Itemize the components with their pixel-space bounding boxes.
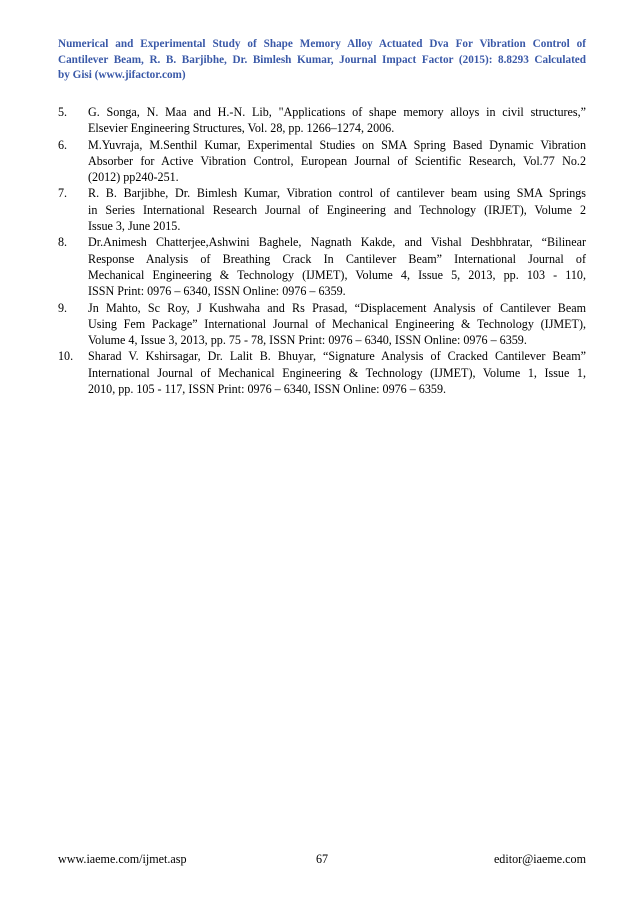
reference-line: Volume 4, Issue 3, 2013, pp. 75 - 78, ISSN Print: 0976 – 6340, ISSN Online: 0976 – 6359. [88, 333, 527, 348]
reference-number: 10. [58, 349, 74, 364]
reference-text [88, 185, 586, 234]
reference-text [88, 300, 586, 349]
reference-line: M.Yuvraja, M.Senthil Kumar, Experimental Studies on SMA Spring Based Dynamic Vibration [88, 137, 586, 152]
reference-item [58, 185, 586, 234]
reference-line: ISSN Print: 0976 – 6340, ISSN Online: 0976 – 6359. [88, 284, 346, 299]
reference-list [58, 104, 586, 397]
reference-line: Jn Mahto, Sc Roy, J Kushwaha and Rs Prasad, “Displacement Analysis of Cantilever Beam [88, 300, 586, 315]
reference-number: 8. [58, 235, 68, 250]
reference-item [58, 104, 586, 137]
reference-line: G. Songa, N. Maa and H.-N. Lib, "Applications of shape memory alloys in civil structures,” [88, 105, 586, 119]
reference-item [58, 348, 586, 397]
reference-item [58, 300, 586, 349]
page-footer [58, 851, 586, 867]
reference-line: in Series International Research Journal of Engineering and Technology (IRJET), Volume 2 [88, 202, 586, 217]
reference-text [88, 234, 586, 299]
reference-number: 5. [58, 105, 68, 119]
reference-text [88, 104, 586, 137]
reference-line: Response Analysis of Breathing Crack In Cantilever Beam” International Journal of [88, 251, 586, 266]
reference-line: R. B. Barjibhe, Dr. Bimlesh Kumar, Vibration control of cantilever beam using SMA Springs [88, 186, 586, 201]
reference-line: Absorber for Active Vibration Control, European Journal of Scientific Research, Vol.77 No.2 [88, 153, 586, 168]
reference-text [88, 137, 586, 186]
footer-website-link[interactable]: www.iaeme.com/ijmet.asp [58, 852, 187, 866]
page-number: 67 [315, 852, 329, 866]
reference-number: 6. [58, 137, 68, 152]
running-header-line: Cantilever Beam, R. B. Barjibhe, Dr. Bimlesh Kumar, Journal Impact Factor (2015): 8.8293 Calculated [58, 53, 586, 66]
reference-line: (2012) pp240-251. [88, 170, 179, 185]
footer-email-link[interactable]: editor@iaeme.com [493, 852, 586, 866]
reference-line: Sharad V. Kshirsagar, Dr. Lalit B. Bhuyar, “Signature Analysis of Cracked Cantilever Beam” [88, 349, 586, 364]
running-header [58, 37, 586, 84]
reference-line: Elsevier Engineering Structures, Vol. 28, pp. 1266–1274, 2006. [88, 121, 395, 136]
reference-line: Mechanical Engineering & Technology (IJMET), Volume 4, Issue 5, 2013, pp. 103 - 110, [88, 267, 586, 282]
running-header-line: Numerical and Experimental Study of Shape Memory Alloy Actuated Dva For Vibration Control of [58, 38, 586, 50]
reference-number: 7. [58, 186, 68, 201]
reference-item [58, 137, 586, 186]
reference-line: International Journal of Mechanical Engineering & Technology (IJMET), Volume 1, Issue 1, [88, 365, 586, 380]
reference-line: Using Fem Package” International Journal of Mechanical Engineering & Technology (IJMET), [88, 316, 586, 331]
reference-item [58, 234, 586, 299]
reference-text [88, 348, 586, 397]
reference-number: 9. [58, 300, 68, 315]
reference-line: Issue 3, June 2015. [88, 219, 181, 234]
reference-line: Dr.Animesh Chatterjee,Ashwini Baghele, Nagnath Kakde, and Vishal Deshbhratar, “Bilinear [88, 235, 586, 250]
reference-line: 2010, pp. 105 - 117, ISSN Print: 0976 – 6340, ISSN Online: 0976 – 6359. [88, 382, 447, 397]
running-header-line: by Gisi (www.jifactor.com) [58, 69, 186, 81]
